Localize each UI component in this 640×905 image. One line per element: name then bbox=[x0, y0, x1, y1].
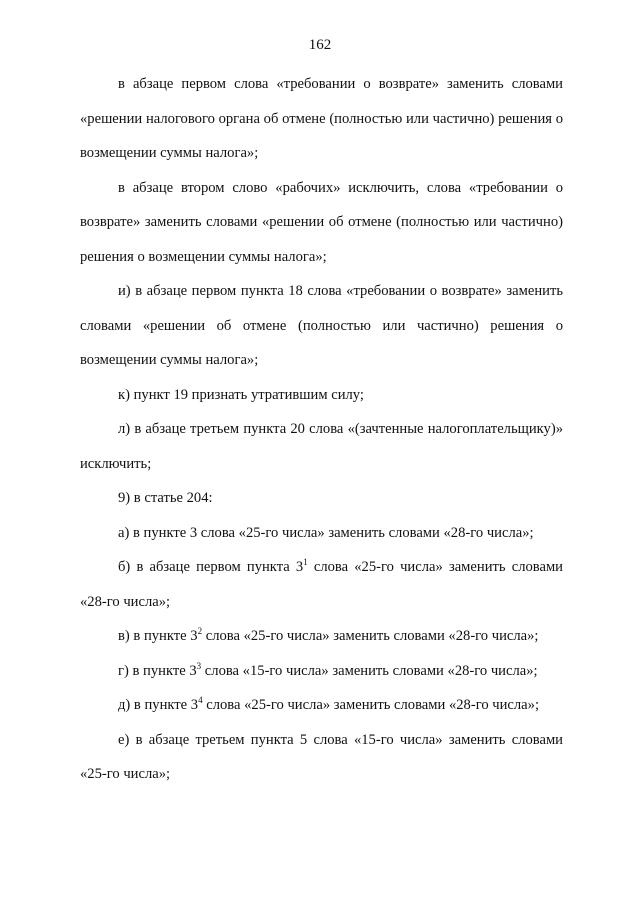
paragraph bbox=[80, 654, 563, 689]
paragraph bbox=[80, 481, 563, 516]
document-body bbox=[80, 67, 563, 792]
paragraph bbox=[80, 412, 563, 481]
paragraph bbox=[80, 274, 563, 378]
paragraph-text: и) в абзаце первом пункта 18 слова «требовании о возврате» заменить словами «решении об отмене (полностью или частично) решения о возмещении суммы налога»; bbox=[80, 283, 563, 368]
paragraph-text: слова «25-го числа» заменить словами «28-го числа»; bbox=[80, 559, 563, 610]
paragraph bbox=[80, 619, 563, 654]
paragraph-text: слова «25-го числа» заменить словами «28-го числа»; bbox=[202, 697, 540, 713]
paragraph-text: д) в пункте 3 bbox=[118, 697, 199, 713]
paragraph-text: слова «15-го числа» заменить словами «28-го числа»; bbox=[201, 662, 538, 679]
page-number: 162 bbox=[308, 37, 332, 53]
paragraph-text: слова «25-го числа» заменить словами «28-го числа»; bbox=[202, 628, 539, 644]
paragraph-text: е) в абзаце третьем пункта 5 слова «15-го числа» заменить словами «25-го числа»; bbox=[80, 731, 563, 782]
superscript: 3 bbox=[196, 660, 202, 671]
paragraph-text: в) в пункте 3 bbox=[118, 628, 198, 644]
superscript: 2 bbox=[197, 626, 203, 637]
paragraph-text: б) в абзаце первом пункта 3 bbox=[118, 559, 304, 575]
paragraph bbox=[80, 516, 563, 551]
paragraph-text: л) в абзаце третьем пункта 20 слова «(зачтенные налогоплательщику)» исключить; bbox=[80, 421, 563, 472]
paragraph bbox=[80, 550, 563, 619]
paragraph bbox=[80, 723, 563, 792]
paragraph bbox=[80, 378, 563, 413]
paragraph-text: а) в пункте 3 слова «25-го числа» заменить словами «28-го числа»; bbox=[118, 524, 534, 541]
paragraph-text: 9) в статье 204: bbox=[118, 490, 213, 506]
superscript: 4 bbox=[198, 695, 203, 706]
paragraph-text: г) в пункте 3 bbox=[118, 662, 197, 679]
paragraph bbox=[80, 688, 563, 723]
paragraph-text: в абзаце втором слово «рабочих» исключить, слова «требовании о возврате» заменить словами «решении об отмене (полностью или частично) решения о возмещении суммы налога»; bbox=[80, 179, 563, 265]
paragraph bbox=[80, 171, 563, 275]
paragraph bbox=[80, 67, 563, 171]
superscript: 1 bbox=[303, 557, 308, 568]
paragraph-text: в абзаце первом слова «требовании о возврате» заменить словами «решении налогового органа об отмене (полностью или частично) решения о возмещении суммы налога»; bbox=[80, 76, 563, 161]
paragraph-text: к) пункт 19 признать утратившим силу; bbox=[118, 386, 364, 403]
